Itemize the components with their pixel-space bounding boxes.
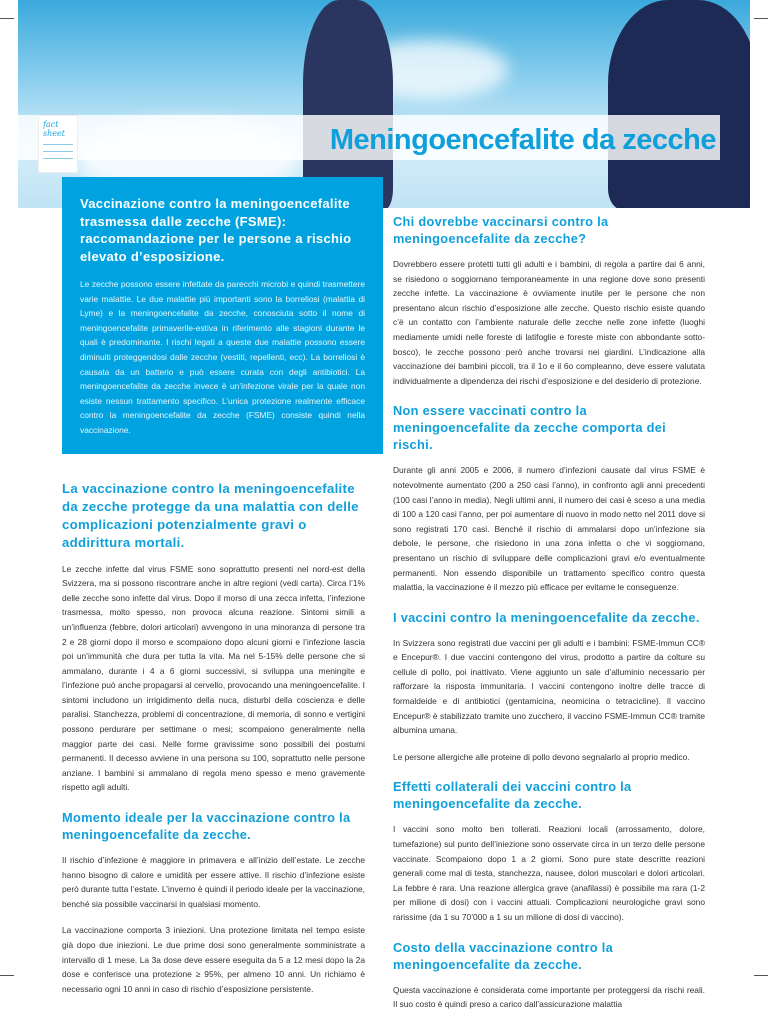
section-side-effects (393, 778, 705, 924)
section-heading: Non essere vaccinati contro la meningoencefalite da zecche comporta dei rischi. (393, 403, 666, 453)
section-paragraph: I vaccini sono molto ben tollerati. Reazioni locali (arrossamento, dolore, tumefazione) sul punto dell’iniezione sono osservate circa in un terzo delle persone vaccinate. Scompaiono dopo 1 a 2 giorni. Sono pure state descritte reazioni generali come mal di testa, stanchezza, nausee, dolori muscolari e dolori articolari. La febbre è rara. Una reazione allergica grave (anafilassi) è possibile ma rara (1-2 per milione di dosi) con i vaccini attuali. Complicazioni neurologiche gravi sono rarissime (da 1 su 70’000 a 1 su un milione di dosi di vaccino). (393, 824, 705, 922)
intro-box (62, 177, 383, 454)
section-paragraph: Dovrebbero essere protetti tutti gli adulti e i bambini, di regola a partire dai 6 anni, se risiedono o soggiornano temporaneamente in una regione dove sono presenti zecche infette. La vaccinazione è ovviamente inutile per le persone che non presentano alcun rischio d’esposizione alle zecche. Questo rischio esiste quando c’è un contatto con l’ambiente naturale delle zecche nelle zone infette (luoghi mediamente umidi nelle foreste di latifoglie e foreste miste con abbondante sotto-bosco), le zecche possono però anche trovarsi nei giardini. L’indicazione alla vaccinazione dei bambini piccoli, tra il 1o e il 6o compleanno, deve essere valutata individualmente a dipendenza dei rischi d’esposizione e del desiderio di protezione. (393, 259, 705, 386)
section-timing (62, 809, 365, 996)
section-risks (393, 402, 705, 594)
fact-sheet-logo (38, 115, 78, 173)
section-heading: Momento ideale per la vaccinazione contro la meningoencefalite da zecche. (62, 810, 351, 843)
crop-mark (0, 975, 14, 976)
section-protection (62, 480, 365, 796)
section-paragraph: Le zecche infette dal virus FSME sono soprattutto presenti nel nord-est della Svizzera, ma si possono riscontrare anche in altre regioni (vedi carta). Circa l’1% delle zecche sono infette dal virus. Dopo il morso di una zecca infetta, l’infezione trasmessa, molto spesso, non provoca alcuna reazione. Sintomi simili a un’influenza (febbre, dolori articolari) avvengono in una minoranza di persone tra 2 e 28 giorni dopo il morso e scompaiono dopo alcuni giorni e l’infezione lascia poi un’immunità che dura per tutta la vita. Ma nel 5-15% delle persone che si ammalano, durante i 4 a 6 giorni successivi, si sviluppa una meningite e l’infezione può anche propagarsi al cervello, provocando una meningoencefalite. I sintomi includono un irrigidimento della nuca, disturbi della coscienza e delle paralisi. Stanchezza, problemi di concentrazione, di memoria, di sonno e vertigini possono perdurare per settimane o mesi; scompaiono generalmente nella maggior parte dei casi. Nelle forme gravissime sono possibili dei postumi permanenti. Il decesso avviene in una persona su 100, soprattutto nelle persone anziane. I bambini si ammalano di regola meno spesso e meno gravemente rispetto agli adulti. (62, 563, 365, 793)
section-paragraph: Durante gli anni 2005 e 2006, il numero d’infezioni causate dal virus FSME è notevolmente aumentato (200 a 250 casi l’anno), in confronto agli anni precedenti (100 casi l’anno in media). Negli ultimi anni, il numero dei casi è sceso a una media di 100 a 120 casi l’anno, per poi aumentare di nuovo in modo netto nel 2011 dove si sono registrati 170 casi. Benché il rischio di ammalarsi dopo un’infezione sia debole, le persone, che risiedono in una zona infetta o che vi soggiornano, presentano un rischio di sviluppare delle complicazioni gravi e/o eventualmente permanenti. Non essendo disponibile un trattamento specifico contro questa malattia, la vaccinazione è il mezzo più efficace per evitarne le conseguenze. (393, 465, 705, 593)
section-paragraph: Le persone allergiche alle proteine di pollo devono segnalarlo al proprio medico. (393, 751, 690, 762)
section-heading: Costo della vaccinazione contro la meningoencefalite da zecche. (393, 939, 613, 972)
logo-text: sheet (43, 129, 65, 138)
right-column (393, 213, 705, 1026)
section-heading: La vaccinazione contro la meningoencefalite da zecche protegge da una malattia con delle complicazioni potenzialmente gravi o addirittura mortali. (62, 480, 359, 550)
section-paragraph: In Svizzera sono registrati due vaccini per gli adulti e i bambini: FSME-Immun CC® e Encepur®. I due vaccini contengono del virus, prodotto a partire da colture su cellule di pollo, poi inattivato. Viene aggiunto un sale d’alluminio necessario per rafforzare la risposta immunitaria. I vaccini contengono inoltre delle tracce di formaldeide e di antibiotici (gentamicina, neomicina o tetracicline). Il vaccino Encepur® è stabilizzato tramite uno zucchero, il vaccino FSME-Immun CC® tramite albumina umana. (393, 637, 705, 736)
section-heading: Chi dovrebbe vaccinarsi contro la meningoencefalite da zecche? (393, 214, 609, 246)
intro-text: Le zecche possono essere infettate da parecchi microbi e quindi trasmettere varie malattie. Le due malattie più importanti sono la borreliosi (malattia di Lyme) e la meningoencefalite da zecche, conosciuta sotto il nome di meningoencefalite primaverile-estiva in riferimento alle stagioni durante le quali è predominante. I rischi legati a queste due malattie possono essere diminuiti proteggendosi dalle zecche (vestiti, repellenti, ecc). La borreliosi è causata da un batterio e può essere curata con degli antibiotici. La meningoencefalite da zecche invece è un’infezione virale per la quale non esiste nessun trattamento specifico. L’unica protezione realmente efficace contro la meningoencefalite da zecche (FSME) consiste quindi nella vaccinazione. (80, 279, 365, 435)
section-paragraph: Il rischio d’infezione è maggiore in primavera e all’inizio dell’estate. Le zecche hanno bisogno di calore e umidità per essere attive. Il rischio d’infezione esiste però durante tutta l’estate. L’inverno è quindi il periodo ideale per la vaccinazione, benché sia possibile vaccinarsi in qualsiasi momento. (62, 855, 365, 909)
section-heading: I vaccini contro la meningoencefalite da zecche. (393, 609, 700, 625)
logo-text: fact (43, 120, 59, 129)
section-who (393, 213, 705, 388)
left-column (62, 177, 383, 1010)
section-cost (393, 939, 705, 1012)
crop-mark (0, 18, 14, 19)
intro-heading: Vaccinazione contro la meningoencefalite trasmessa dalle zecche (FSME): raccomandazione per le persone a rischio elevato d’esposizione. (80, 196, 352, 264)
section-vaccines (393, 609, 705, 765)
crop-mark (754, 975, 768, 976)
page-title: Meningoencefalite da zecche (329, 124, 716, 156)
section-paragraph: La vaccinazione comporta 3 iniezioni. Una protezione limitata nel tempo esiste già dopo due iniezioni. Le due prime dosi sono generalmente somministrate a intervallo di 1 mese. La 3a dose deve essere eseguita da 5 a 12 mesi dopo la 2a dose e conferisce una protezione ≥ 95%, per almeno 10 anni. Un richiamo è necessario ogni 10 anni in caso di rischio d’esposizione persistente. (62, 925, 365, 994)
section-paragraph: Questa vaccinazione è considerata come importante per proteggersi da rischi reali. Il suo costo è quindi preso a carico dall’assicurazione malattia (393, 984, 705, 1010)
crop-mark (754, 18, 768, 19)
section-heading: Effetti collaterali dei vaccini contro la meningoencefalite da zecche. (393, 779, 632, 812)
